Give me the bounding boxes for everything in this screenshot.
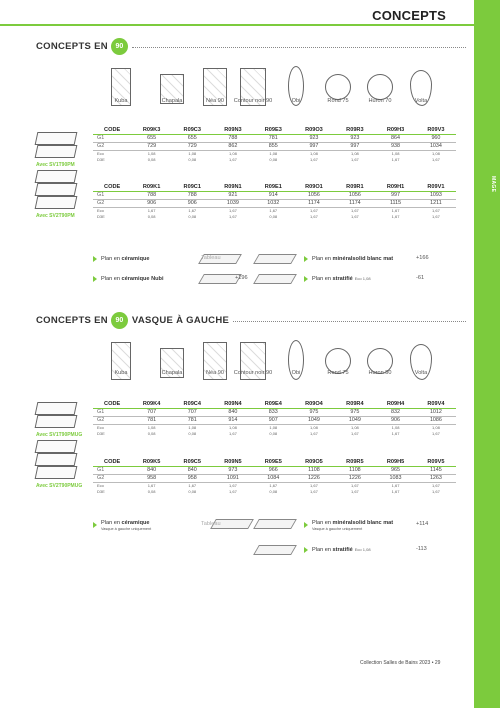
worktop-option	[93, 516, 258, 534]
price-cell: 781	[131, 416, 172, 424]
option-label	[312, 276, 371, 282]
price-cell: 958	[131, 474, 172, 482]
price-cell: 788	[187, 192, 197, 198]
price-cell: 1174	[293, 199, 334, 207]
column-header: R09E5	[253, 458, 293, 466]
arrow-icon	[304, 522, 308, 528]
price-cell: 960	[431, 135, 441, 141]
table-header-row	[93, 458, 456, 466]
price-cell: 973	[228, 467, 238, 473]
row-label: D3E	[97, 214, 105, 220]
row-label: Eco	[93, 150, 131, 157]
price-cell: 840	[147, 467, 157, 473]
price-cell: 0,08	[188, 157, 197, 163]
column-header: R09N3	[213, 126, 254, 134]
row-label: D3E	[97, 489, 105, 495]
column-header: R09O3	[293, 126, 334, 134]
table-header-row	[93, 183, 456, 191]
option-price: +196	[235, 275, 248, 281]
table-row	[93, 199, 456, 207]
worktop-option	[304, 541, 469, 559]
mirror-name: Rond 75	[327, 370, 349, 376]
price-cell: 0,08	[188, 431, 197, 437]
price-cell: 921	[228, 192, 238, 198]
price-cell: 1,08	[335, 424, 376, 431]
row-label: D3E	[97, 431, 105, 437]
price-cell: 0,08	[147, 489, 156, 495]
price-cell: 1,67	[375, 482, 416, 489]
price-cell: 1,67	[391, 489, 400, 495]
mirror-illustration	[325, 74, 351, 100]
table-row	[93, 142, 456, 150]
drawer-shape	[35, 196, 78, 209]
column-header: R09C5	[172, 458, 213, 466]
column-header: R09C1	[172, 183, 213, 191]
page-title: CONCEPTS	[372, 8, 446, 23]
drawer-shape	[35, 453, 78, 466]
price-cell: 1,67	[310, 431, 318, 437]
mirror-name: Rond 75	[327, 98, 349, 104]
price-cell: 1,67	[432, 157, 440, 163]
arrow-icon	[93, 276, 97, 282]
price-cell: 707	[147, 409, 157, 415]
price-cell: 1039	[213, 199, 254, 207]
price-cell: 1,67	[131, 207, 172, 214]
option-material: minéralsolid blanc mat	[332, 519, 394, 526]
price-cell: 1,67	[350, 431, 359, 437]
mirror-name: Obi	[291, 98, 301, 104]
worktop-illustration	[253, 254, 297, 264]
price-cell: 965	[391, 467, 401, 473]
price-cell: 966	[268, 467, 278, 473]
section-title	[36, 311, 466, 329]
option-label	[101, 256, 150, 262]
price-cell: 1,67	[391, 157, 400, 163]
price-cell: 1,67	[375, 207, 416, 214]
table-header-row	[93, 400, 456, 408]
price-cell: 923	[309, 135, 319, 141]
drawer-shape	[35, 466, 78, 479]
row-label: G1	[97, 192, 105, 198]
mirror-illustration	[367, 74, 393, 100]
row-label: G1	[97, 467, 105, 473]
table-row	[93, 157, 456, 164]
price-cell: 781	[268, 135, 278, 141]
size-badge: 90	[111, 312, 128, 329]
price-cell: 0,08	[269, 214, 278, 220]
option-note: Vasque à gauche uniquement	[101, 526, 152, 531]
column-header: R09N4	[213, 400, 254, 408]
price-cell: 958	[172, 474, 213, 482]
option-label	[312, 520, 393, 531]
price-cell: 1,67	[350, 489, 359, 495]
option-table-ref: Tableau	[201, 521, 221, 527]
table-row	[93, 214, 456, 221]
price-cell: 1,67	[416, 482, 456, 489]
drawer-shape	[35, 183, 78, 196]
price-table	[93, 458, 456, 495]
price-table	[93, 400, 456, 437]
price-cell: 1,08	[253, 150, 293, 157]
arrow-icon	[93, 256, 97, 262]
price-cell: 1145	[430, 467, 442, 473]
price-cell: 1,08	[131, 150, 172, 157]
price-cell: 997	[293, 142, 334, 150]
option-prefix: Plan en	[312, 547, 333, 553]
price-cell: 0,08	[269, 431, 278, 437]
table-row	[93, 489, 456, 496]
row-label: G2	[93, 416, 131, 424]
column-header: R09H1	[375, 183, 416, 191]
price-cell: 0,08	[188, 489, 197, 495]
price-cell: 997	[391, 192, 401, 198]
price-cell: 1056	[307, 192, 320, 198]
price-cell: 914	[213, 416, 254, 424]
mirror-name: Néa 90	[205, 370, 225, 376]
cabinet-caption: Avec SV2T90PM	[36, 213, 75, 219]
header-rule	[0, 24, 474, 26]
dotted-leader	[233, 321, 466, 322]
mirror-name: Huron 50	[368, 370, 392, 376]
price-cell: 1108	[349, 467, 361, 473]
price-cell: 1,08	[213, 150, 254, 157]
table-row	[93, 191, 456, 199]
price-cell: 1,67	[253, 482, 293, 489]
price-cell: 1,08	[335, 150, 376, 157]
price-cell: 1,67	[310, 214, 318, 220]
drawer-shape	[35, 132, 78, 145]
price-cell: 1,08	[172, 150, 213, 157]
price-cell: 1083	[375, 474, 416, 482]
price-cell: 1,67	[213, 207, 254, 214]
price-cell: 0,08	[188, 214, 197, 220]
price-cell: 788	[228, 135, 238, 141]
table-row	[93, 134, 456, 142]
option-material: céramique	[121, 256, 150, 262]
mirror-name: Volta	[414, 98, 428, 104]
column-header: R09V1	[416, 183, 456, 191]
option-label	[312, 547, 371, 553]
row-label: Eco	[93, 482, 131, 489]
row-label: Eco	[93, 424, 131, 431]
page-footer: Collection Salles de Bains 2023 • 29	[360, 660, 441, 666]
column-header: R09H4	[375, 400, 416, 408]
arrow-icon	[304, 276, 308, 282]
price-cell: 906	[172, 199, 213, 207]
side-label: MAGE	[490, 176, 496, 193]
row-label: G2	[93, 474, 131, 482]
price-cell: 1,67	[350, 214, 359, 220]
price-cell: 1,67	[350, 157, 359, 163]
row-label: G2	[93, 142, 131, 150]
price-cell: 655	[147, 135, 157, 141]
price-cell: 1,67	[229, 489, 237, 495]
worktop-option	[304, 270, 469, 288]
table-row	[93, 416, 456, 424]
mirror-name: Volta	[414, 370, 428, 376]
price-cell: 1,67	[172, 482, 213, 489]
price-cell: 1,67	[229, 157, 237, 163]
column-header: R09E3	[253, 126, 293, 134]
mirror-name: Kuba	[114, 98, 128, 104]
column-header: R09N1	[213, 183, 254, 191]
column-header: CODE	[93, 126, 131, 134]
cabinet-caption: Avec SV2T90PMUG	[36, 483, 83, 489]
price-cell: 1,67	[293, 482, 334, 489]
row-label: G1	[97, 409, 105, 415]
side-band	[474, 0, 500, 708]
column-header: R09O5	[293, 458, 334, 466]
column-header: CODE	[93, 458, 131, 466]
price-cell: 1,67	[131, 482, 172, 489]
price-cell: 729	[172, 142, 213, 150]
price-cell: 914	[268, 192, 278, 198]
price-cell: 1,67	[229, 214, 237, 220]
price-cell: 840	[228, 409, 238, 415]
row-label: D3E	[97, 157, 105, 163]
table-header-row	[93, 126, 456, 134]
mirror-name: Huron 70	[368, 98, 392, 104]
column-header: R09E4	[253, 400, 293, 408]
option-material: minéralsolid blanc mat	[332, 256, 394, 262]
price-cell: 1,67	[310, 489, 318, 495]
table-row	[93, 431, 456, 438]
mirror-name: Contour noir 90	[233, 98, 273, 104]
column-header: R09V4	[416, 400, 456, 408]
section-title-text: CONCEPTS EN	[36, 314, 108, 326]
price-cell: 1049	[335, 416, 376, 424]
column-header: R09N5	[213, 458, 254, 466]
column-header: R09H5	[375, 458, 416, 466]
option-price: -113	[416, 546, 427, 552]
option-label	[101, 276, 164, 282]
drawer-shape	[35, 145, 78, 158]
column-header: R09R3	[335, 126, 376, 134]
price-cell: 906	[131, 199, 172, 207]
column-header: R09K5	[131, 458, 172, 466]
price-cell: 862	[213, 142, 254, 150]
price-cell: 1,67	[172, 207, 213, 214]
section-title	[36, 37, 466, 55]
price-cell: 1,67	[432, 489, 440, 495]
price-cell: 1115	[375, 199, 416, 207]
option-prefix: Plan en	[101, 519, 122, 526]
mirror-name: Néa 90	[205, 98, 225, 104]
cabinet-caption: Avec SV1T90PM	[36, 162, 75, 168]
price-cell: 1,67	[391, 431, 400, 437]
arrow-icon	[93, 522, 97, 528]
price-cell: 907	[253, 416, 293, 424]
arrow-icon	[304, 256, 308, 262]
mirror-name: Kuba	[114, 370, 128, 376]
price-cell: 1226	[335, 474, 376, 482]
option-material: stratifié	[332, 276, 353, 282]
worktop-illustration	[253, 545, 297, 555]
price-cell: 1084	[253, 474, 293, 482]
option-prefix: Plan en	[101, 276, 122, 282]
price-cell: 0,08	[147, 214, 156, 220]
page-header	[0, 0, 500, 32]
arrow-icon	[304, 547, 308, 553]
price-cell: 975	[350, 409, 360, 415]
column-header: CODE	[93, 183, 131, 191]
price-cell: 0,08	[147, 431, 156, 437]
column-header: R09H3	[375, 126, 416, 134]
price-cell: 1034	[416, 142, 456, 150]
option-note: Vasque à gauche uniquement	[312, 526, 363, 531]
price-cell: 923	[350, 135, 360, 141]
option-material: céramique	[121, 519, 150, 526]
price-cell: 1,08	[375, 150, 416, 157]
option-material: stratifié	[332, 547, 353, 553]
size-badge: 90	[111, 38, 128, 55]
table-row	[93, 474, 456, 482]
drawer-shape	[35, 170, 78, 183]
price-cell: 864	[391, 135, 401, 141]
price-table	[93, 126, 456, 163]
price-cell: 1091	[213, 474, 254, 482]
price-cell: 1,67	[310, 157, 318, 163]
row-label: G1	[97, 135, 105, 141]
price-cell: 1174	[335, 199, 376, 207]
price-cell: 1,67	[416, 207, 456, 214]
price-cell: 1012	[429, 409, 442, 415]
drawer-shape	[35, 440, 78, 453]
option-prefix: Plan en	[312, 519, 333, 526]
price-cell: 832	[391, 409, 401, 415]
price-cell: 0,08	[147, 157, 156, 163]
price-cell: 1226	[293, 474, 334, 482]
price-cell: 997	[335, 142, 376, 150]
column-header: R09E1	[253, 183, 293, 191]
option-label	[101, 520, 151, 531]
price-cell: 1,67	[213, 482, 254, 489]
price-cell: 1,08	[416, 150, 456, 157]
price-cell: 1,67	[229, 431, 237, 437]
table-row	[93, 466, 456, 474]
worktop-option	[93, 250, 258, 268]
drawer-shape	[35, 415, 78, 428]
price-cell: 1,67	[432, 431, 440, 437]
column-header: R09R5	[335, 458, 376, 466]
section-title-suffix: VASQUE À GAUCHE	[131, 314, 230, 326]
price-cell: 1263	[416, 474, 456, 482]
price-cell: 1032	[253, 199, 293, 207]
price-cell: 1,67	[432, 214, 440, 220]
price-cell: 1,08	[213, 424, 254, 431]
mirror-name: Chapala	[161, 370, 183, 376]
column-header: R09V5	[416, 458, 456, 466]
option-eco: Eco 1,08	[354, 276, 371, 281]
column-header: R09K4	[131, 400, 172, 408]
price-cell: 788	[147, 192, 157, 198]
option-label	[312, 256, 393, 262]
price-cell: 1,08	[293, 150, 334, 157]
worktop-option	[304, 250, 469, 268]
price-cell: 975	[309, 409, 319, 415]
price-cell: 1,08	[253, 424, 293, 431]
option-price: -61	[416, 275, 425, 281]
price-cell: 707	[187, 409, 197, 415]
dotted-leader	[132, 47, 466, 48]
price-cell: 938	[375, 142, 416, 150]
price-cell: 1093	[429, 192, 442, 198]
table-row	[93, 408, 456, 416]
column-header: R09O1	[293, 183, 334, 191]
price-cell: 1086	[416, 416, 456, 424]
price-cell: 1,08	[131, 424, 172, 431]
price-cell: 1211	[416, 199, 456, 207]
column-header: R09C3	[172, 126, 213, 134]
option-prefix: Plan en	[101, 256, 122, 262]
worktop-illustration	[253, 519, 297, 529]
price-cell: 1,08	[172, 424, 213, 431]
price-cell: 1108	[308, 467, 320, 473]
price-cell: 0,08	[269, 157, 278, 163]
column-header: R09R4	[335, 400, 376, 408]
option-table-ref: Tableau	[201, 255, 221, 261]
column-header: R09R1	[335, 183, 376, 191]
option-eco: Eco 1,08	[354, 547, 371, 552]
price-cell: 1,67	[391, 214, 400, 220]
mirror-name: Obi	[291, 370, 301, 376]
column-header: R09C4	[172, 400, 213, 408]
row-label: G2	[93, 199, 131, 207]
price-cell: 855	[253, 142, 293, 150]
mirror-name: Contour noir 90	[233, 370, 273, 376]
price-cell: 906	[375, 416, 416, 424]
worktop-illustration	[253, 274, 297, 284]
mirror-name: Chapala	[161, 98, 183, 104]
column-header: R09K3	[131, 126, 172, 134]
column-header: R09O4	[293, 400, 334, 408]
price-cell: 1,67	[335, 207, 376, 214]
price-cell: 729	[131, 142, 172, 150]
price-cell: 781	[172, 416, 213, 424]
price-cell: 0,08	[269, 489, 278, 495]
option-prefix: Plan en	[312, 256, 333, 262]
option-price: +166	[416, 255, 429, 261]
section-title-text: CONCEPTS EN	[36, 40, 108, 52]
price-cell: 1,67	[253, 207, 293, 214]
column-header: CODE	[93, 400, 131, 408]
price-cell: 1049	[293, 416, 334, 424]
option-material: céramique Nubi	[121, 276, 164, 282]
price-cell: 1,67	[335, 482, 376, 489]
price-cell: 1,08	[416, 424, 456, 431]
price-cell: 1056	[348, 192, 361, 198]
price-table	[93, 183, 456, 220]
worktop-option	[304, 516, 469, 534]
worktop-option	[93, 270, 258, 288]
option-prefix: Plan en	[312, 276, 333, 282]
price-cell: 1,67	[293, 207, 334, 214]
price-cell: 1,08	[293, 424, 334, 431]
option-price: +114	[416, 521, 429, 527]
column-header: R09V3	[416, 126, 456, 134]
price-cell: 1,08	[375, 424, 416, 431]
price-cell: 833	[268, 409, 278, 415]
column-header: R09K1	[131, 183, 172, 191]
cabinet-caption: Avec SV1T90PMUG	[36, 432, 83, 438]
price-cell: 840	[187, 467, 197, 473]
price-cell: 655	[187, 135, 197, 141]
row-label: Eco	[93, 207, 131, 214]
drawer-shape	[35, 402, 78, 415]
